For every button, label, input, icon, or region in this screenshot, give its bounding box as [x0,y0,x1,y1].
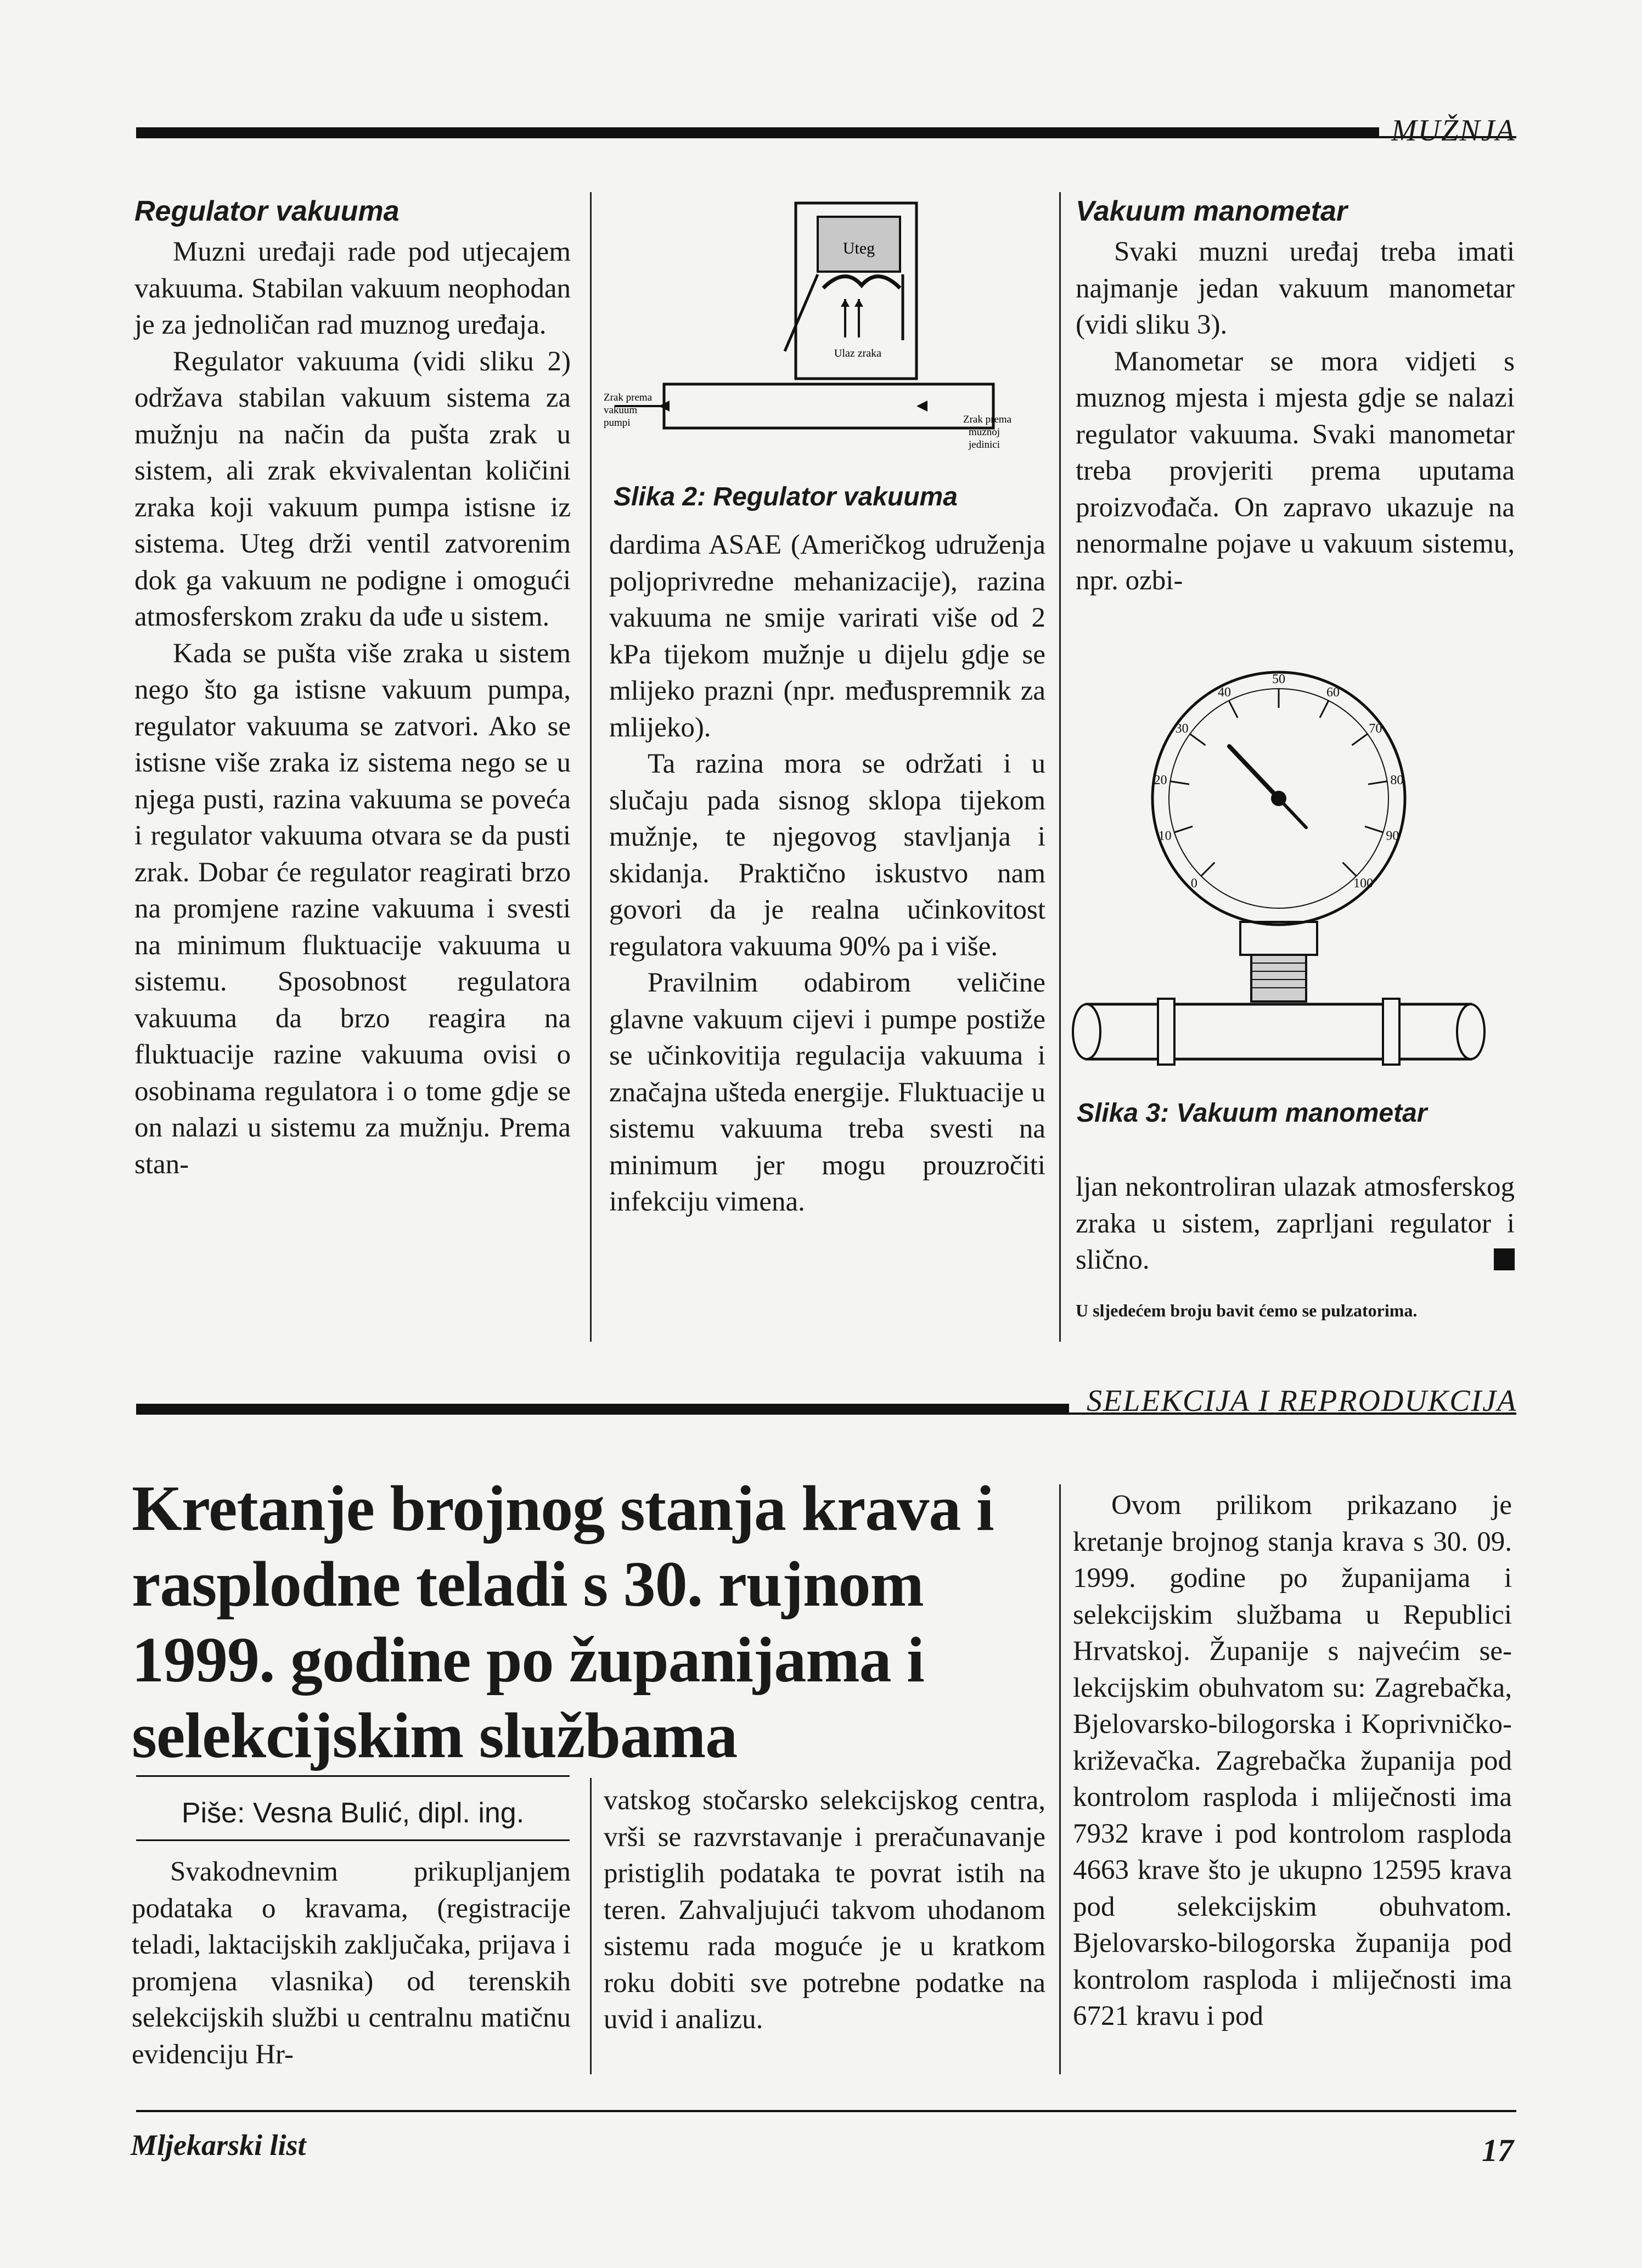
article-paragraph: Ovom prilikom prikazano je kretanje brojnog stanja krava s 30. 09. 1999. godine po županijama i selekcijskim službama u Republici Hrvatskoj. Županije s najvećim selekcijskim obuhvatom su: Zagrebačka, Bjelovarsko-bilogorska i Koprivničko-križevačka. Zagrebačka županija pod kontrolom rasploda i mliječnosti ima 7932 krave i pod kontrolom rasploda 4663 krave što je ukupno 12595 krava pod selekcijskim obuhvatom. Bjelovarsko-bilogorska županija pod kontrolom rasploda i mliječnosti ima 6721 kravu i pod [1073,1490,1512,2031]
article-column-3 [1073,1487,1512,2035]
footer-rule [136,2110,1516,2112]
gauge-tick [1190,734,1205,745]
figure2-caption: Slika 2: Regulator vakuuma [614,482,958,511]
end-of-article-mark [1494,1248,1515,1270]
gauge-tick-label: 80 [1390,773,1404,787]
article-paragraph: Svakodnevnim prikupljanjem podataka o kravama, (registracije teladi, laktacijskih zaključaka, prijava i promjena vlasnika) od terenskih selekcijskih službi u centralnu matičnu evidenciju Hr- [132,1856,571,2070]
byline-rule-top [136,1775,570,1777]
article-column-1 [132,1854,571,2073]
byline-rule-bottom [136,1839,570,1841]
middle-paragraph: Pravilnim odabirom veličine glavne vakuum cijevi i pumpe postiže se učinkovitija regulacija vakuuma i značajna ušteda energije. Fluktuacije u sistemu vakuuma treba svesti na minimum jer mogu prouzročiti infekciju vimena. [609,967,1045,1217]
gauge-tick-label: 100 [1353,876,1374,891]
section-label-selekcija: SELEKCIJA I REPRODUKCIJA [1087,1384,1517,1418]
column-divider [1059,192,1061,1342]
regulator-paragraph: Muzni uređaji rade pod utjecajem vakuuma. Stabilan vakuum neophodan je za jednoličan rad muznog uređaja. [134,237,571,340]
gauge-tick [1352,734,1367,745]
gauge-tick [1368,781,1387,784]
gauge-tick [1170,781,1189,784]
gauge-tick [1174,826,1193,832]
regulator-column [134,193,571,1183]
manometer-continuation [1076,1169,1515,1321]
vacuum-gauge-diagram [1070,667,1487,1095]
middle-paragraph: Ta razina mora se održati i u slučaju pada sisnog sklopa tijekom mužnje, te njegovog stavljanja i skidanja. Praktično iskustvo nam govori da je realna učinkovitost regulatora vakuuma 90% pa i više. [609,749,1045,962]
gauge-tick [1229,701,1238,718]
gauge-tick-label: 90 [1386,829,1399,843]
gauge-tick [1365,826,1383,832]
gauge-tick [1320,701,1329,718]
manometer-paragraph: Svaki muzni uređaj treba imati najmanje jedan vakuum manometar (vidi sliku 3). [1076,237,1515,340]
manometer-paragraph: Manometar se mora vidjeti s muznog mjesta i mjesta gdje se nalazi regulator vakuuma. Svaki manometar treba provjeriti prema uputama proizvođača. On zapravo ukazuje na nenormalne pojave u vakuum sistemu, npr. ozbi- [1076,346,1515,596]
header-rule-bottom [136,1404,1069,1415]
vacuum-regulator-diagram [604,192,1032,477]
column-divider [590,192,592,1342]
right-air-label: muznoj [969,426,1000,438]
next-issue-note: U sljedećem broju bavit ćemo se pulzatorima. [1076,1300,1418,1320]
gauge-tick-label: 60 [1326,685,1340,700]
gauge-tick-label: 20 [1154,773,1167,787]
figure3-caption: Slika 3: Vakuum manometar [1077,1099,1427,1128]
gauge-tick [1201,863,1215,876]
manometer-title: Vakuum manometar [1076,195,1348,227]
article-byline: Piše: Vesna Bulić, dipl. ing. [181,1797,525,1829]
regulator-paragraph: Regulator vakuuma (vidi sliku 2) održava stabilan vakuum sistema za mužnju na način da pušta zrak u sistem, ali zrak ekvivalentan količini zraka koji vakuum pumpa istisne iz sistema. Uteg drži ventil zatvorenim dok ga vakuum ne podigne i omogući atmosferskom zraku da uđe u sistem. [134,346,571,632]
regulator-paragraph: Kada se pušta više zraka u sistem nego što ga istisne vakuum pumpa, regulator vakuuma se zatvori. Ako se istisne više zraka iz sistema nego se u njega pusti, razina vakuuma se poveća i regulator vakuuma otvara se da pusti zrak. Dobar će regulator reagirati brzo na promjene razine vakuuma i svesti na minimum fluktuacije vakuuma u sistemu. Sposobnost regulatora vakuuma da brzo reagira na fluktuacije razine vakuuma ovisi o osobinama regulatora i o tome gdje se on nalazi u sistemu za mužnju. Prema stan- [134,638,571,1180]
left-air-label: vakuum [604,404,638,416]
article-paragraph: vatskog stočarsko selekcijskog centra, vrši se razvrstavanje i preračunavanje pristiglih podataka te povrat istih na teren. Zahvaljujući takvom uhodanom sistemu rada moguće je u kratkom roku dobiti sve potrebne podatke na uvid i analizu. [604,1785,1045,2035]
regulator-title: Regulator vakuuma [134,195,400,227]
air-inlet-label: Ulaz zraka [834,347,882,359]
column-divider [1059,1484,1061,2074]
page-number: 17 [1482,2132,1514,2168]
right-air-label: jedinici [969,439,1000,451]
gauge-tick-label: 50 [1272,672,1285,686]
column-divider [590,1778,592,2074]
gauge-tick-label: 30 [1175,721,1189,736]
gauge-tick-label: 40 [1218,685,1232,700]
article-column-2 [604,1782,1045,2038]
manometer-column [1076,193,1515,599]
left-air-label: pumpi [604,417,631,429]
middle-paragraph: dardima ASAE (Američkog udruženja poljoprivredne mehanizacije), razina vakuuma ne smije varirati više od 2 kPa tijekom mužnje u dijelu gdje se mlijeko prazni (npr. međuspremnik za mlijeko). [609,530,1045,743]
gauge-tick-label: 10 [1158,829,1172,843]
middle-column [609,527,1045,1220]
left-air-label: Zrak prema [604,392,653,403]
weight-label: Uteg [842,239,875,257]
gauge-tick-label: 0 [1190,876,1197,891]
gauge-tick [1343,863,1357,876]
journal-name: Mljekarski list [131,2129,306,2162]
header-rule-top [136,127,1379,138]
gauge-tick-label: 70 [1369,721,1382,736]
manometer-continuation-text: ljan nekontroliran ulazak atmosferskog zraka u sistem, zaprljani regulator i slično. [1076,1172,1515,1275]
article-headline: Kretanje brojnog stanja krava i rasplodne teladi s 30. rujnom 1999. godine po županijama i selekcijskim službama [132,1472,994,1771]
section-label-muznja: MUŽNJA [1391,114,1516,148]
right-air-label: Zrak prema [963,414,1012,425]
